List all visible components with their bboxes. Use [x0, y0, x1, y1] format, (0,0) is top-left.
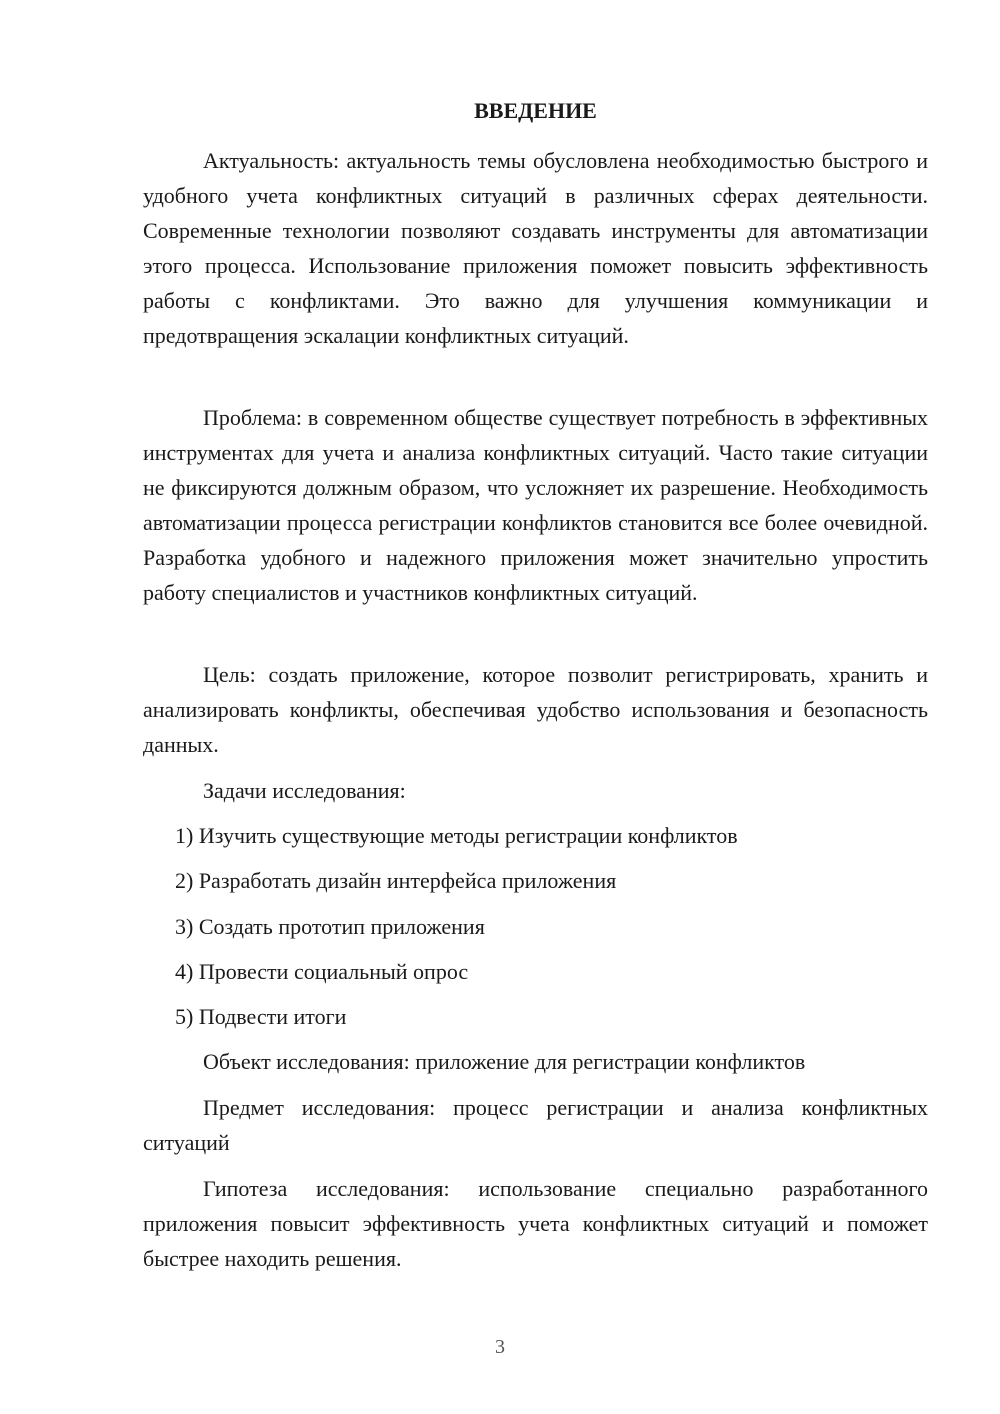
page-number: 3 [495, 1336, 505, 1358]
paragraph-goal: Цель: создать приложение, которое позволит регистрировать, хранить и анализировать конфликты, обеспечивая удобство использования и безопасность данных. [143, 662, 928, 757]
paragraph-relevance: Актуальность: актуальность темы обусловлена необходимостью быстрого и удобного учета конфликтных ситуаций в различных сферах деятельности. Современные технологии позволяют создавать инструменты для автоматизации этого процесса. Использование приложения поможет повысить эффективность работы с конфликтами. Это важно для улучшения коммуникации и предотвращения эскалации конфликтных ситуаций. [143, 148, 928, 348]
task-item-5: 5) Подвести итоги [175, 1004, 347, 1029]
paragraph-subject: Предмет исследования: процесс регистрации и анализа конфликтных ситуаций [143, 1095, 928, 1155]
paragraph-problem: Проблема: в современном обществе существует потребность в эффективных инструментах для учета и анализа конфликтных ситуаций. Часто такие ситуации не фиксируются должным образом, что усложняет их разрешение. Необходимость автоматизации процесса регистрации конфликтов становится все более очевидной. Разработка удобного и надежного приложения может значительно упростить работу специалистов и участников конфликтных ситуаций. [143, 405, 928, 605]
page-title: ВВЕДЕНИЕ [474, 98, 597, 123]
task-item-2: 2) Разработать дизайн интерфейса приложения [175, 868, 617, 893]
task-item-3: 3) Создать прототип приложения [175, 914, 485, 939]
paragraph-hypothesis: Гипотеза исследования: использование специально разработанного приложения повысит эффективность учета конфликтных ситуаций и поможет быстрее находить решения. [143, 1176, 928, 1271]
task-item-4: 4) Провести социальный опрос [175, 959, 469, 984]
tasks-title: Задачи исследования: [203, 778, 406, 803]
task-item-1: 1) Изучить существующие методы регистрации конфликтов [175, 823, 738, 848]
paragraph-object: Объект исследования: приложение для регистрации конфликтов [203, 1049, 806, 1074]
